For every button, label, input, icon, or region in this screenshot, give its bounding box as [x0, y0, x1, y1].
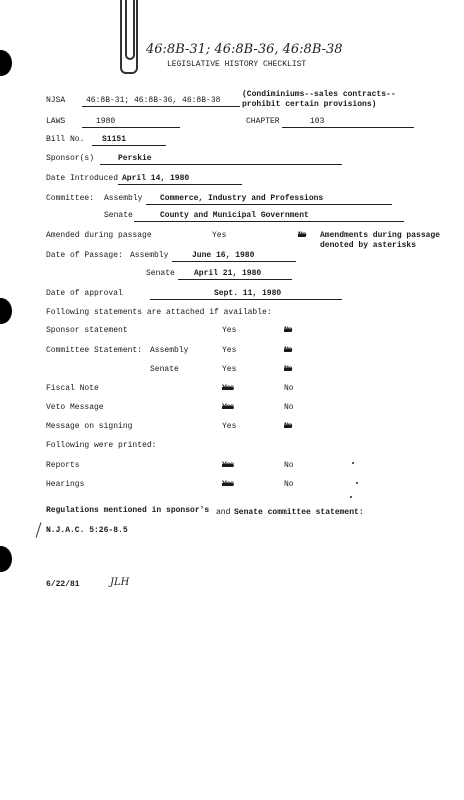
printed-hearings-yes-struck: Yes: [222, 480, 234, 489]
statement-signing-yes: Yes: [222, 422, 237, 431]
statement-signing-no-struck: No: [284, 422, 292, 431]
statement-committee-senate-no-struck: No: [284, 365, 292, 374]
scan-speck: [352, 462, 354, 464]
njsa-desc-2: prohibit certain provisions): [242, 100, 377, 109]
passage-assembly-value: June 16, 1980: [172, 251, 296, 262]
statement-committee-assembly-yes: Yes: [222, 346, 237, 355]
page-title: LEGISLATIVE HISTORY CHECKLIST: [167, 60, 307, 69]
binder-hole-top: [0, 50, 12, 76]
chapter-value: 103: [282, 117, 414, 128]
statement-sponsor-yes: Yes: [222, 326, 237, 335]
statement-sponsor-label: Sponsor statement: [46, 326, 128, 335]
laws-label: LAWS: [46, 117, 66, 126]
approval-label: Date of approval: [46, 289, 123, 298]
committee-label: Committee:: [46, 194, 95, 203]
handwritten-tick: [36, 522, 42, 538]
statement-fiscal-no: No: [284, 384, 294, 393]
footer-date: 6/22/81: [46, 580, 80, 589]
regulations-code: N.J.A.C. 5:26-8.5: [46, 526, 128, 535]
bill-value: S1151: [92, 135, 166, 146]
passage-assembly-label: Assembly: [130, 251, 169, 260]
regulations-text-2: and: [216, 508, 231, 517]
regulations-text-3: Senate committee statement:: [234, 508, 364, 517]
statement-committee-assembly-label: Assembly: [150, 346, 189, 355]
scan-speck: [350, 496, 352, 498]
statement-committee-label: Committee Statement:: [46, 346, 143, 355]
statement-fiscal-label: Fiscal Note: [46, 384, 99, 393]
sponsor-label: Sponsor(s): [46, 154, 95, 163]
passage-senate-value: April 21, 1980: [178, 269, 292, 280]
printed-reports-label: Reports: [46, 461, 80, 470]
handwritten-sections: 46:8B-31; 46:8B-36, 46:8B-38: [146, 42, 343, 57]
chapter-label: CHAPTER: [246, 117, 280, 126]
footer-handwritten-mark: JLH: [110, 577, 130, 588]
regulations-text-1: Regulations mentioned in sponsor's: [46, 506, 210, 515]
statement-committee-senate-yes: Yes: [222, 365, 237, 374]
passage-senate-label: Senate: [146, 269, 175, 278]
scan-speck: [356, 482, 358, 484]
date-introduced-value: April 14, 1980: [118, 174, 242, 185]
approval-value: Sept. 11, 1980: [150, 289, 342, 300]
committee-assembly-label: Assembly: [104, 194, 143, 203]
binder-hole-bottom: [0, 546, 12, 572]
statement-committee-senate-label: Senate: [150, 365, 179, 374]
following-attached-heading: Following statements are attached if available:: [46, 308, 272, 317]
binder-hole-middle: [0, 298, 12, 324]
amended-yes: Yes: [212, 231, 227, 240]
passage-label: Date of Passage:: [46, 251, 123, 260]
committee-senate-value: County and Municipal Government: [134, 211, 404, 222]
printed-hearings-label: Hearings: [46, 480, 85, 489]
amended-label: Amended during passage: [46, 231, 152, 240]
printed-hearings-no: No: [284, 480, 294, 489]
printed-reports-no: No: [284, 461, 294, 470]
statement-veto-no: No: [284, 403, 294, 412]
date-introduced-label: Date Introduced: [46, 174, 119, 183]
printed-reports-yes-struck: Yes: [222, 461, 234, 470]
statement-fiscal-yes-struck: Yes: [222, 384, 234, 393]
following-printed-heading: Following were printed:: [46, 441, 157, 450]
njsa-desc-1: (Condiminiums--sales contracts--: [242, 90, 396, 99]
committee-senate-label: Senate: [104, 211, 133, 220]
njsa-label: NJSA: [46, 96, 66, 105]
statement-veto-label: Veto Message: [46, 403, 104, 412]
paper-clip-inner: [125, 0, 135, 60]
statement-sponsor-no-struck: No: [284, 326, 292, 335]
njsa-value: 46:8B-31; 46:8B-36, 46:8B-38: [82, 96, 240, 107]
laws-value: 1980: [82, 117, 180, 128]
statement-veto-yes-struck: Yes: [222, 403, 234, 412]
statement-committee-assembly-no-struck: No: [284, 346, 292, 355]
sponsor-value: Perskie: [100, 154, 342, 165]
amended-no-struck: No: [298, 231, 306, 240]
statement-signing-label: Message on signing: [46, 422, 133, 431]
amended-note-1: Amendments during passage: [320, 231, 441, 240]
committee-assembly-value: Commerce, Industry and Professions: [146, 194, 392, 205]
amended-note-2: denoted by asterisks: [320, 241, 417, 250]
bill-label: Bill No.: [46, 135, 85, 144]
